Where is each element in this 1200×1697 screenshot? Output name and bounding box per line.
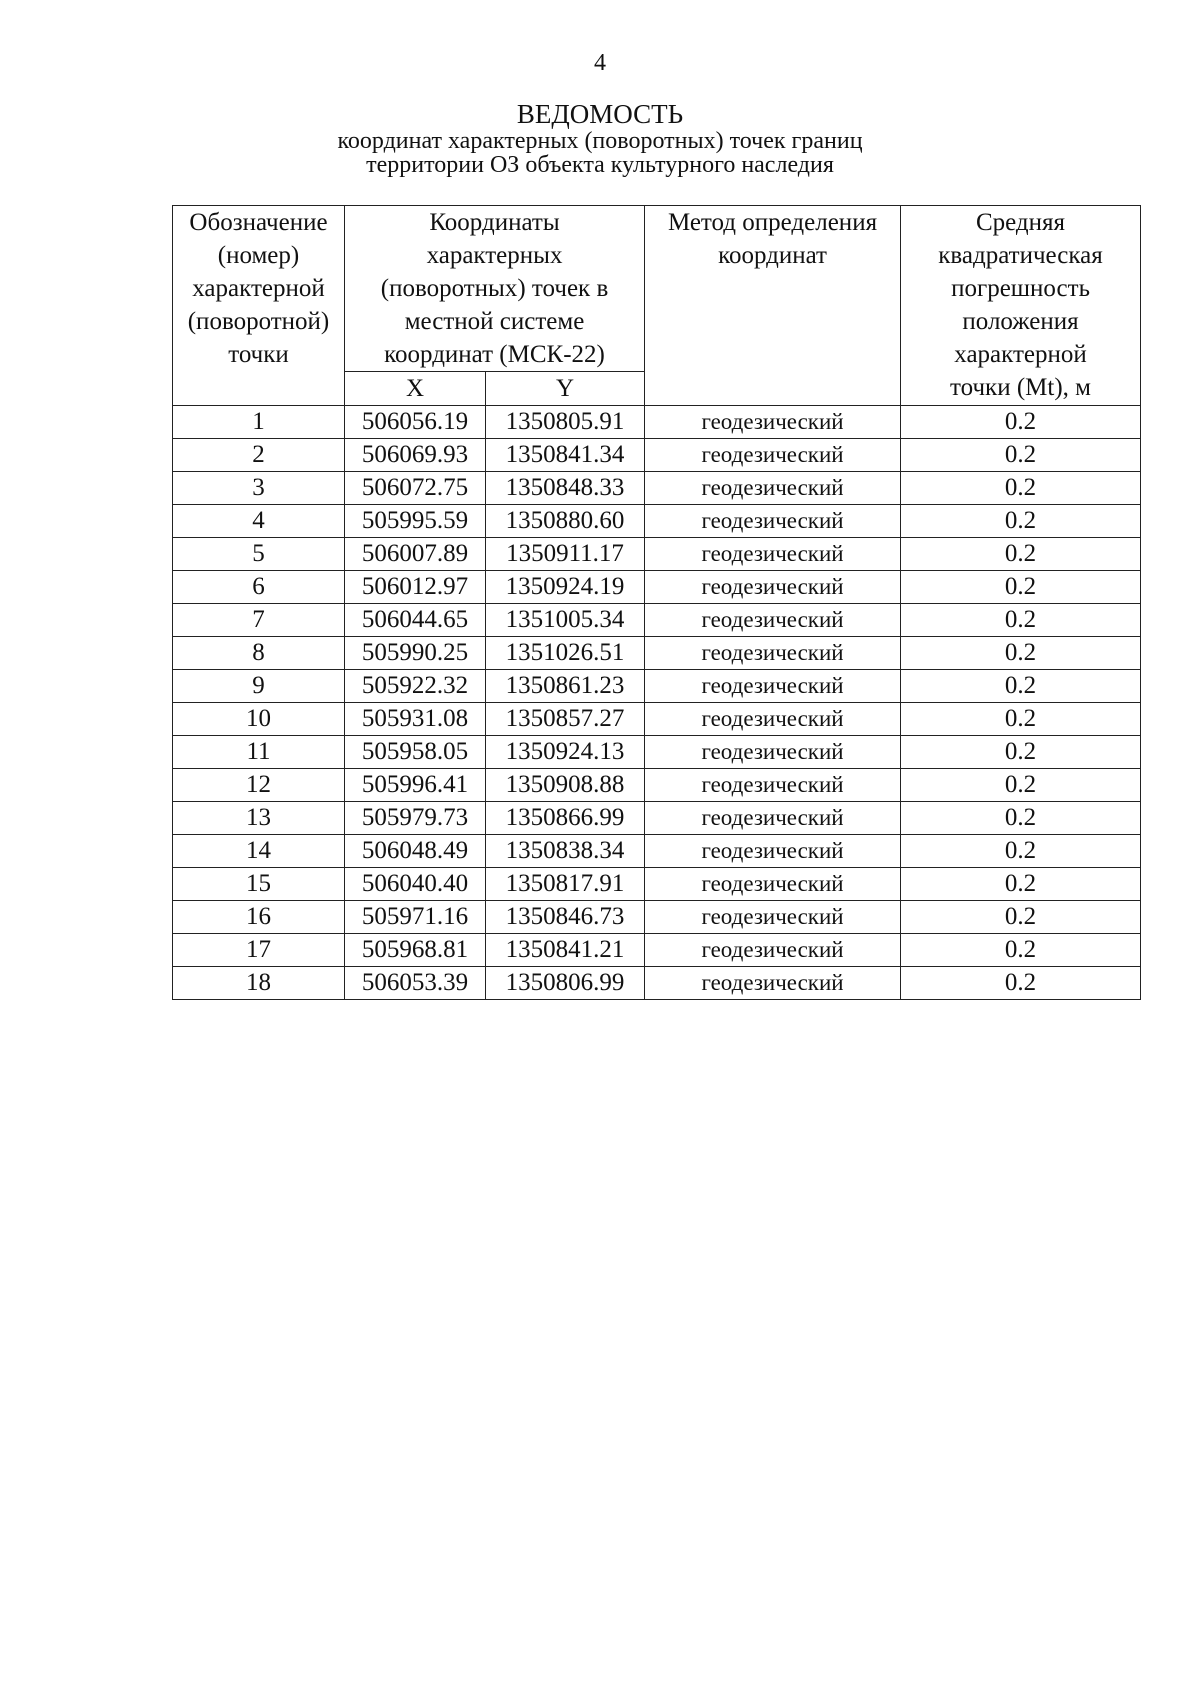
header-line: местной системе — [404, 308, 585, 335]
point-number-cell: 18 — [173, 967, 345, 1000]
point-number-cell: 2 — [173, 439, 345, 472]
header-line: точки (Mt), м — [950, 374, 1091, 401]
point-number-cell: 13 — [173, 802, 345, 835]
method-cell: геодезический — [645, 736, 901, 769]
x-coordinate-cell: 506072.75 — [345, 472, 486, 505]
y-coordinate-cell: 1351026.51 — [486, 637, 645, 670]
error-cell: 0.2 — [901, 670, 1141, 703]
x-coordinate-cell: 505979.73 — [345, 802, 486, 835]
header-method — [645, 206, 901, 406]
header-row — [173, 206, 1141, 372]
error-cell: 0.2 — [901, 439, 1141, 472]
table-row — [173, 604, 1141, 637]
y-coordinate-cell: 1350841.34 — [486, 439, 645, 472]
error-cell: 0.2 — [901, 571, 1141, 604]
table-row — [173, 967, 1141, 1000]
table-row — [173, 802, 1141, 835]
header-line: положения — [962, 308, 1079, 335]
table-row — [173, 505, 1141, 538]
method-cell: геодезический — [645, 505, 901, 538]
x-coordinate-cell: 505996.41 — [345, 769, 486, 802]
header-line: характерной — [192, 275, 325, 302]
point-number-cell: 12 — [173, 769, 345, 802]
x-coordinate-cell: 505990.25 — [345, 637, 486, 670]
header-line: характерных — [426, 242, 563, 269]
table-row — [173, 637, 1141, 670]
method-cell: геодезический — [645, 934, 901, 967]
header-line: (поворотной) — [187, 308, 330, 335]
point-number-cell: 7 — [173, 604, 345, 637]
error-cell: 0.2 — [901, 967, 1141, 1000]
y-coordinate-cell: 1350848.33 — [486, 472, 645, 505]
x-coordinate-cell: 506044.65 — [345, 604, 486, 637]
method-cell: геодезический — [645, 835, 901, 868]
error-cell: 0.2 — [901, 934, 1141, 967]
point-number-cell: 14 — [173, 835, 345, 868]
y-coordinate-cell: 1350908.88 — [486, 769, 645, 802]
point-number-cell: 4 — [173, 505, 345, 538]
point-number-cell: 8 — [173, 637, 345, 670]
y-coordinate-cell: 1350838.34 — [486, 835, 645, 868]
x-coordinate-cell: 505922.32 — [345, 670, 486, 703]
method-cell: геодезический — [645, 406, 901, 439]
x-coordinate-cell: 506040.40 — [345, 868, 486, 901]
error-cell: 0.2 — [901, 703, 1141, 736]
y-coordinate-cell: 1350817.91 — [486, 868, 645, 901]
table-row — [173, 934, 1141, 967]
point-number-cell: 5 — [173, 538, 345, 571]
point-number-cell: 17 — [173, 934, 345, 967]
x-coordinate-cell: 505968.81 — [345, 934, 486, 967]
document-title: ВЕДОМОСТЬ — [516, 99, 684, 129]
y-coordinate-cell: 1350911.17 — [486, 538, 645, 571]
header-point-designation — [173, 206, 345, 406]
y-coordinate-cell: 1350806.99 — [486, 967, 645, 1000]
error-cell: 0.2 — [901, 868, 1141, 901]
y-coordinate-cell: 1350880.60 — [486, 505, 645, 538]
header-x: X — [345, 372, 486, 406]
table-row — [173, 406, 1141, 439]
x-coordinate-cell: 506048.49 — [345, 835, 486, 868]
header-line: Координаты — [429, 209, 560, 236]
method-cell: геодезический — [645, 538, 901, 571]
subtitle-line: координат характерных (поворотных) точек границ — [337, 128, 863, 154]
method-cell: геодезический — [645, 604, 901, 637]
y-coordinate-cell: 1350861.23 — [486, 670, 645, 703]
method-cell: геодезический — [645, 439, 901, 472]
method-cell: геодезический — [645, 967, 901, 1000]
document-subtitle — [0, 129, 1200, 177]
error-cell: 0.2 — [901, 835, 1141, 868]
header-line: Обозначение — [189, 209, 328, 236]
header-line: точки — [228, 341, 289, 368]
table-row — [173, 670, 1141, 703]
page-number: 4 — [594, 50, 606, 76]
table-row — [173, 472, 1141, 505]
table-row — [173, 868, 1141, 901]
header-line: характерной — [954, 341, 1087, 368]
point-number-cell: 10 — [173, 703, 345, 736]
header-line: координат (МСК-22) — [384, 341, 605, 368]
point-number-cell: 6 — [173, 571, 345, 604]
table-row — [173, 901, 1141, 934]
header-line: (поворотных) точек в — [380, 275, 609, 302]
point-number-cell: 9 — [173, 670, 345, 703]
method-cell: геодезический — [645, 802, 901, 835]
header-mean-square-error — [901, 206, 1141, 406]
header-line: координат — [718, 242, 827, 269]
header-coordinates — [345, 206, 645, 372]
x-coordinate-cell: 505958.05 — [345, 736, 486, 769]
subtitle-line: территории ОЗ объекта культурного наследия — [366, 152, 834, 178]
y-coordinate-cell: 1350924.19 — [486, 571, 645, 604]
method-cell: геодезический — [645, 472, 901, 505]
method-cell: геодезический — [645, 571, 901, 604]
point-number-cell: 1 — [173, 406, 345, 439]
header-line: Метод определения — [667, 209, 878, 236]
y-coordinate-cell: 1351005.34 — [486, 604, 645, 637]
point-number-cell: 16 — [173, 901, 345, 934]
x-coordinate-cell: 506012.97 — [345, 571, 486, 604]
x-coordinate-cell: 505931.08 — [345, 703, 486, 736]
method-cell: геодезический — [645, 769, 901, 802]
coordinates-table — [172, 205, 1141, 1000]
point-number-cell: 15 — [173, 868, 345, 901]
method-cell: геодезический — [645, 637, 901, 670]
error-cell: 0.2 — [901, 406, 1141, 439]
x-coordinate-cell: 506007.89 — [345, 538, 486, 571]
method-cell: геодезический — [645, 868, 901, 901]
error-cell: 0.2 — [901, 472, 1141, 505]
error-cell: 0.2 — [901, 505, 1141, 538]
x-coordinate-cell: 505971.16 — [345, 901, 486, 934]
x-coordinate-cell: 506069.93 — [345, 439, 486, 472]
point-number-cell: 3 — [173, 472, 345, 505]
y-coordinate-cell: 1350857.27 — [486, 703, 645, 736]
method-cell: геодезический — [645, 703, 901, 736]
table-row — [173, 835, 1141, 868]
error-cell: 0.2 — [901, 637, 1141, 670]
table-row — [173, 736, 1141, 769]
table-row — [173, 538, 1141, 571]
error-cell: 0.2 — [901, 901, 1141, 934]
header-y: Y — [486, 372, 645, 406]
error-cell: 0.2 — [901, 802, 1141, 835]
y-coordinate-cell: 1350866.99 — [486, 802, 645, 835]
header-line: Средняя — [975, 209, 1066, 236]
error-cell: 0.2 — [901, 604, 1141, 637]
x-coordinate-cell: 506053.39 — [345, 967, 486, 1000]
error-cell: 0.2 — [901, 769, 1141, 802]
header-line: погрешность — [951, 275, 1090, 302]
x-coordinate-cell: 506056.19 — [345, 406, 486, 439]
error-cell: 0.2 — [901, 736, 1141, 769]
header-line: квадратическая — [938, 242, 1103, 269]
method-cell: геодезический — [645, 670, 901, 703]
table-row — [173, 703, 1141, 736]
point-number-cell: 11 — [173, 736, 345, 769]
y-coordinate-cell: 1350841.21 — [486, 934, 645, 967]
error-cell: 0.2 — [901, 538, 1141, 571]
method-cell: геодезический — [645, 901, 901, 934]
x-coordinate-cell: 505995.59 — [345, 505, 486, 538]
table-row — [173, 571, 1141, 604]
table-row — [173, 439, 1141, 472]
y-coordinate-cell: 1350846.73 — [486, 901, 645, 934]
header-line: (номер) — [217, 242, 300, 269]
table-row — [173, 769, 1141, 802]
y-coordinate-cell: 1350924.13 — [486, 736, 645, 769]
y-coordinate-cell: 1350805.91 — [486, 406, 645, 439]
